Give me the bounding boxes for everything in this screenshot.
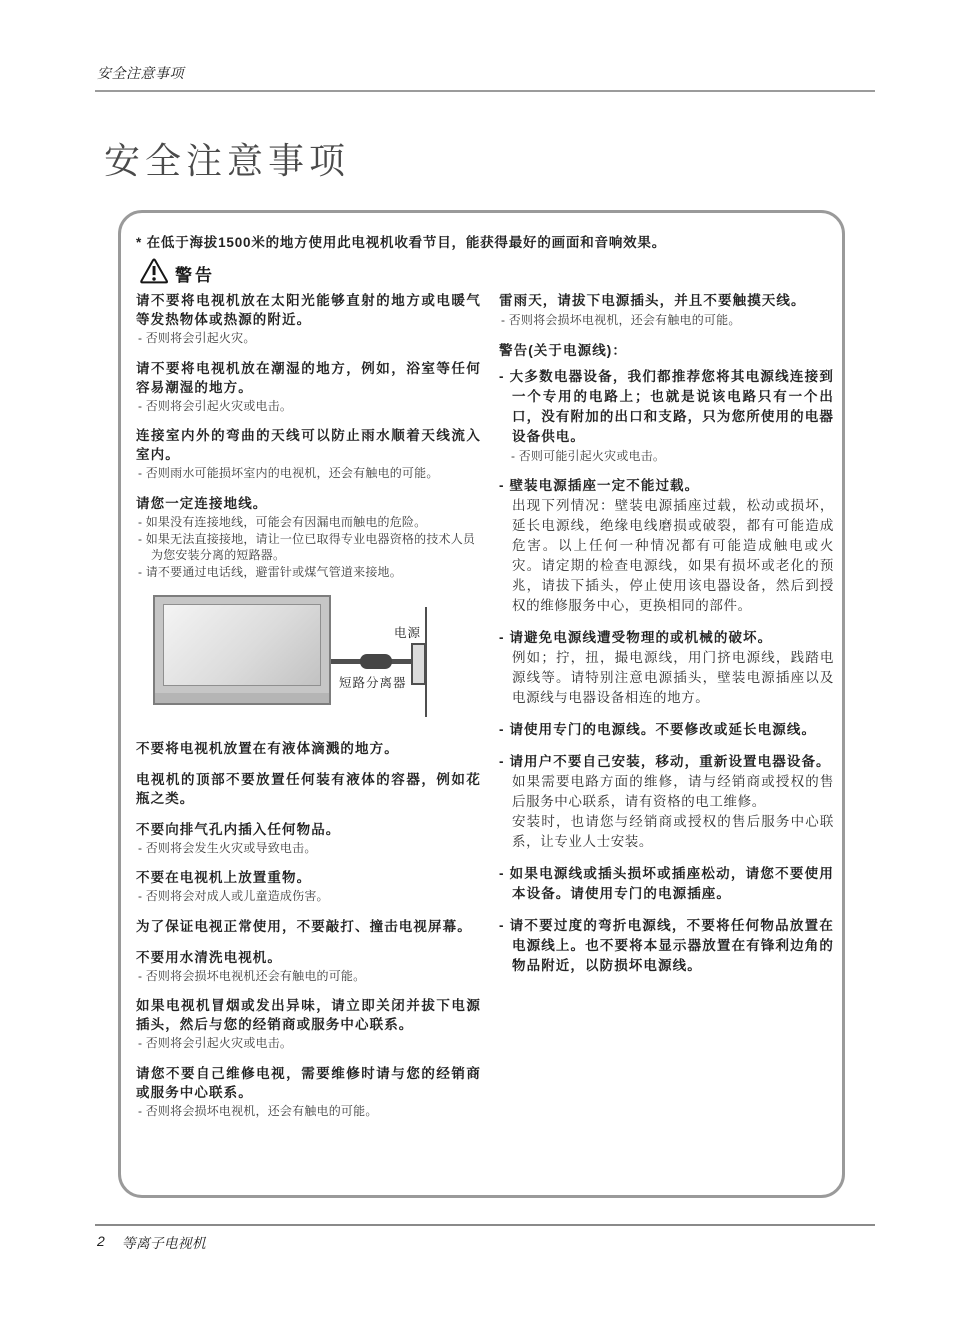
safety-item [136, 1064, 481, 1120]
safety-item [136, 494, 481, 581]
safety-item [136, 996, 481, 1052]
tv-illustration [153, 595, 331, 695]
safety-note: - 请不要通过电话线，避雷针或煤气管道来接地。 [138, 565, 402, 579]
safety-heading: 请您不要自己维修电视，需要维修时请与您的经销商或服务中心联系。 [136, 1065, 481, 1100]
safety-note: - 如果无法直接接地，请让一位已取得专业电器资格的技术人员为您安装分离的短路器。 [138, 532, 476, 562]
safety-heading: - 请避免电源线遭受物理的或机械的破坏。 [499, 630, 773, 645]
safety-item [136, 291, 481, 347]
safety-item [136, 948, 481, 985]
safety-item [499, 752, 834, 852]
safety-heading: 为了保证电视正常使用，不要敲打、撞击电视屏幕。 [136, 918, 472, 934]
safety-item [499, 916, 834, 976]
safety-heading: - 如果电源线或插头损坏或插座松动，请您不要使用本设备。请使用专门的电源插座。 [499, 866, 834, 901]
footer-label: 等离子电视机 [121, 1235, 206, 1251]
warning-triangle-icon [139, 257, 170, 290]
safety-heading: 不要将电视机放置在有液体滴溅的地方。 [136, 740, 399, 756]
safety-item [499, 864, 834, 904]
safety-item [136, 426, 481, 482]
safety-heading: - 请用户不要自己安装，移动，重新设置电器设备。 [499, 754, 831, 769]
safety-note: - 否则将会引起火灾。 [138, 331, 256, 345]
running-header: 安全注意事项 [97, 65, 184, 81]
safety-body: 出现下列情况：壁装电源插座过载，松动或损坏，延长电源线，绝缘电线磨损或破裂，都有可能造成危害。以上任何一种情况都有可能造成触电或火灾。请定期的检查电源线，如果有损坏或老化的预兆，请拔下插头，停止使用该电器设备，然后到授权的维修服务中心，更换相同的部件。 [512, 498, 834, 613]
safety-body: 如果需要电路方面的维修，请与经销商或授权的售后服务中心联系，请有资格的电工维修。 [512, 774, 834, 809]
safety-body: 安装时，也请您与经销商或授权的售后服务中心联系，让专业人士安装。 [512, 814, 834, 849]
safety-item [499, 720, 834, 740]
safety-note: - 否则将会损坏电视机，还会有触电的可能。 [501, 313, 741, 327]
footer-rule [95, 1224, 875, 1226]
safety-item [499, 341, 834, 361]
tv-base [153, 693, 331, 705]
safety-note: - 否则将会引起火灾或电击。 [138, 1036, 293, 1050]
safety-item [136, 739, 481, 758]
safety-item [499, 476, 834, 616]
safety-item [499, 628, 834, 708]
separator-label: 短路分离器 [339, 675, 407, 690]
safety-warning-box [118, 210, 845, 1198]
warning-heading: 警告 [175, 266, 215, 285]
header-rule [95, 90, 875, 92]
safety-note: - 否则雨水可能损坏室内的电视机，还会有触电的可能。 [138, 466, 439, 480]
safety-item [136, 770, 481, 808]
safety-note: - 否则将会发生火灾或导致电击。 [138, 840, 317, 855]
safety-heading: - 大多数电器设备，我们都推荐您将其电源线连接到一个专用的电路上；也就是说该电路只有一个出口，没有附加的出口和支路，只为您所使用的电器设备供电。 [499, 368, 834, 444]
grounding-diagram [136, 593, 481, 723]
safety-heading: 请不要将电视机放在太阳光能够直射的地方或电暖气等发热物体或热源的附近。 [136, 293, 481, 327]
safety-heading: - 壁装电源插座一定不能过载。 [499, 478, 700, 493]
safety-heading: 电视机的顶部不要放置任何装有液体的容器，例如花瓶之类。 [136, 771, 481, 806]
safety-heading: 雷雨天，请拔下电源插头，并且不要触摸天线。 [499, 293, 806, 308]
safety-note: - 如果没有连接地线，可能会有因漏电而触电的危险。 [138, 514, 427, 529]
safety-note: - 否则将会对成人或儿童造成伤害。 [138, 889, 329, 903]
safety-item [136, 868, 481, 905]
safety-note: - 否则将会损坏电视机还会有触电的可能。 [138, 968, 366, 983]
safety-heading: 请不要将电视机放在潮湿的地方，例如，浴室等任何容易潮湿的地方。 [136, 360, 481, 395]
tv-screen [163, 604, 321, 686]
footer [97, 1233, 206, 1253]
safety-note: - 否则将会损坏电视机，还会有触电的可能。 [138, 1103, 378, 1118]
safety-heading: - 请使用专门的电源线。不要修改或延长电源线。 [499, 722, 817, 737]
safety-heading: 请您一定连接地线。 [136, 495, 268, 511]
safety-item [136, 820, 481, 857]
safety-note: - 否则可能引起火灾或电击。 [511, 448, 666, 463]
page-number: 2 [97, 1233, 105, 1249]
safety-heading: 如果电视机冒烟或发出异味，请立即关闭并拔下电源插头，然后与您的经销商或服务中心联系。 [136, 998, 481, 1032]
safety-heading: 警告(关于电源线)： [499, 342, 627, 358]
short-circuit-separator [360, 654, 392, 669]
safety-item [499, 367, 834, 465]
power-label: 电源 [394, 625, 422, 640]
safety-heading: 不要用水清洗电视机。 [136, 949, 282, 965]
right-column [499, 291, 834, 988]
page-title: 安全注意事项 [104, 140, 351, 181]
altitude-note: * 在低于海拔1500米的地方使用此电视机收看节目，能获得最好的画面和音响效果。 [136, 235, 667, 250]
safety-item [499, 291, 834, 329]
safety-item [136, 917, 481, 936]
safety-heading: 连接室内外的弯曲的天线可以防止雨水顺着天线流入室内。 [136, 428, 481, 462]
power-outlet [411, 643, 426, 685]
safety-note: - 否则将会引起火灾或电击。 [138, 398, 293, 413]
safety-item [136, 359, 481, 415]
safety-heading: 不要在电视机上放置重物。 [136, 870, 312, 885]
safety-heading: 不要向排气孔内插入任何物品。 [136, 821, 341, 837]
left-column [136, 291, 481, 1131]
safety-body: 例如；拧，扭，撮电源线，用门挤电源线，践踏电源线等。请特别注意电源插头，壁装电源插座以及电源线与电器设备相连的地方。 [512, 650, 834, 705]
safety-heading: - 请不要过度的弯折电源线，不要将任何物品放置在电源线上。也不要将本显示器放置在有锋利边角的物品附近，以防损坏电源线。 [499, 918, 834, 973]
warning-header-row [139, 257, 215, 290]
